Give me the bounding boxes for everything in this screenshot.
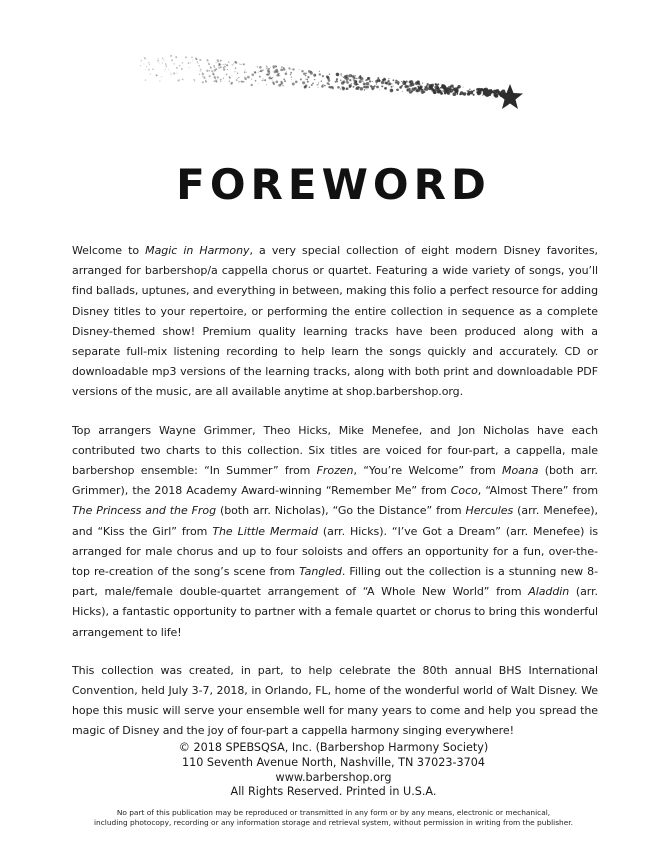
legal-notice bbox=[0, 808, 667, 828]
foreword-body bbox=[72, 241, 598, 760]
paragraph-1: Welcome to Magic in Harmony, a very special collection of eight modern Disney favorites, arranged for barbershop/a cappella chorus or quartet. Featuring a wide variety of songs, you’ll find ballads, uptunes, and everything in between, making this folio a perfect resource for adding Disney titles to your repertoire, or performing the entire collection in sequence as a complete Disney-themed show! Premium quality learning tracks have been produced along with a separate full-mix listening recording to help learn the songs quickly and accurately. CD or downloadable mp3 versions of the learning tracks, along with both print and downloadable PDF versions of the music, are all available anytime at shop.barbershop.org. bbox=[72, 244, 598, 399]
paragraph-2: Top arrangers Wayne Grimmer, Theo Hicks, Mike Menefee, and Jon Nicholas have each contributed two charts to this collection. Six titles are voiced for four-part, a cappella, male barbershop ensemble: “In Summer” from Frozen, “You’re Welcome” from Moana (both arr. Grimmer), the 2018 Academy Award-winning “Remember Me” from Coco, “Almost There” from The Princess and the Frog (both arr. Nicholas), “Go the Distance” from Hercules (arr. Menefee), and “Kiss the Girl” from The Little Mermaid (arr. Hicks). “I’ve Got a Dream” (arr. Menefee) is arranged for male chorus and up to four soloists and offers an opportunity for a fun, over-the-top re-creation of the song’s scene from Tangled. Filling out the collection is a stunning new 8-part, male/female double-quartet arrangement of “A Whole New World” from Aladdin (arr. Hicks), a fantastic opportunity to partner with a female quartet or chorus to bring this wonderful arrangement to life! bbox=[72, 423, 599, 639]
rights-line: All Rights Reserved. Printed in U.S.A. bbox=[230, 785, 437, 799]
copyright-line: © 2018 SPEBSQSA, Inc. (Barbershop Harmony Society) bbox=[178, 741, 489, 754]
legal-line-2: including photocopy, recording or any information storage and retrieval system, without permission in writing from the publisher. bbox=[94, 818, 573, 827]
legal-line-1: No part of this publication may be reproduced or transmitted in any form or by any means, electronic or mechanical, bbox=[116, 808, 551, 817]
copyright-block bbox=[0, 741, 667, 800]
page-title: FOREWORD bbox=[176, 160, 491, 209]
shooting-star-icon bbox=[120, 52, 540, 132]
paragraph-3: This collection was created, in part, to help celebrate the 80th annual BHS International Convention, held July 3-7, 2018, in Orlando, FL, home of the wonderful world of Walt Disney. We hope this music will serve your ensemble well for many years to come and help you spread the magic of Disney and the joy of four-part a cappella harmony singing everywhere! bbox=[72, 663, 598, 738]
website-line: www.barbershop.org bbox=[275, 770, 392, 784]
address-line: 110 Seventh Avenue North, Nashville, TN 37023-3704 bbox=[182, 755, 485, 769]
star-shape bbox=[497, 84, 523, 109]
